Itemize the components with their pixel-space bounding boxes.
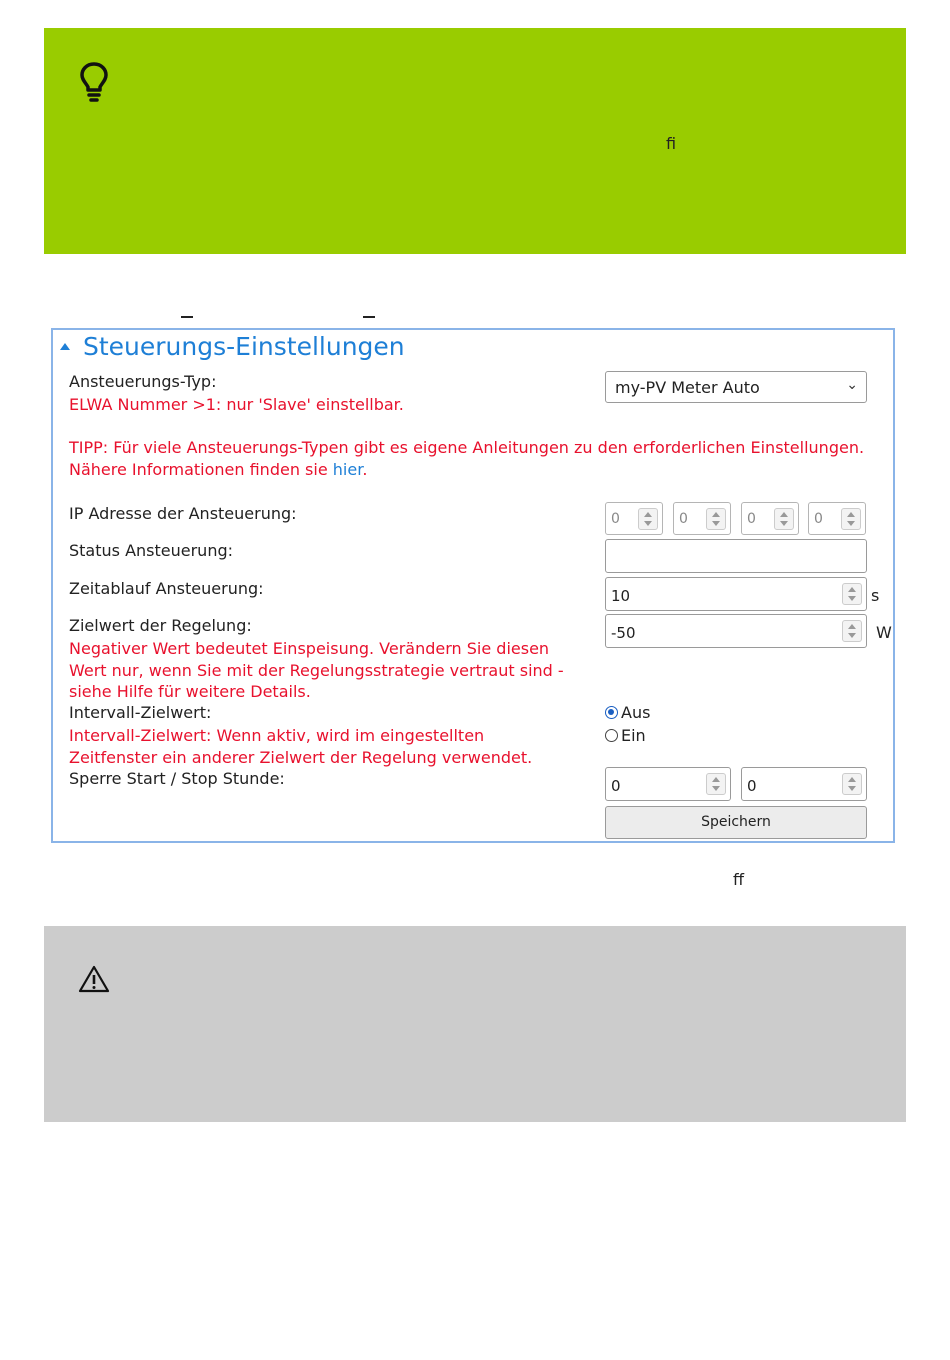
lightbulb-icon — [78, 60, 110, 102]
spinner-icon[interactable] — [774, 508, 794, 530]
underscore-mark — [363, 316, 375, 318]
ip-octet-value: 0 — [747, 511, 756, 527]
interval-option-aus[interactable] — [605, 703, 650, 722]
lock-stop-input[interactable] — [741, 767, 867, 801]
ip-octet-field[interactable] — [741, 502, 799, 535]
target-input[interactable] — [605, 614, 867, 648]
ip-octet-field[interactable] — [673, 502, 731, 535]
panel-title: Steuerungs-Einstellungen — [83, 332, 405, 361]
caption-fragment: ﬀ — [733, 870, 745, 889]
control-type-selected: my-PV Meter Auto — [615, 378, 760, 397]
collapse-triangle-icon[interactable] — [60, 343, 70, 350]
spinner-icon[interactable] — [842, 773, 862, 795]
chevron-down-icon: ⌄ — [846, 377, 858, 393]
underscore-mark — [181, 316, 193, 318]
interval-note-line: Zeitfenster ein anderer Zielwert der Regelung verwendet. — [69, 748, 533, 767]
control-type-select[interactable] — [605, 371, 867, 403]
tip-box — [44, 28, 906, 254]
lock-start-value: 0 — [611, 777, 621, 795]
tipp-line-1: TIPP: Für viele Ansteuerungs-Typen gibt es eigene Anleitungen zu den erforderlichen Einstellungen. — [69, 438, 865, 457]
tipp-suffix: . — [362, 460, 368, 479]
target-unit: W — [876, 623, 892, 642]
warning-box — [44, 926, 906, 1122]
spinner-icon[interactable] — [638, 508, 658, 530]
ip-octet-value: 0 — [814, 511, 823, 527]
timeout-label: Zeitablauf Ansteuerung: — [69, 579, 264, 598]
radio-unselected-icon[interactable] — [605, 729, 618, 742]
interval-note-line: Intervall-Zielwert: Wenn aktiv, wird im eingestellten — [69, 726, 485, 745]
text-fragment: ﬁ — [666, 134, 677, 153]
control-type-note: ELWA Nummer >1: nur 'Slave' einstellbar. — [69, 395, 404, 414]
spinner-icon[interactable] — [842, 620, 862, 642]
settings-panel — [51, 328, 895, 843]
timeout-value: 10 — [611, 587, 631, 605]
timeout-unit: s — [871, 586, 880, 605]
lock-start-input[interactable] — [605, 767, 731, 801]
warning-icon — [78, 964, 110, 994]
ip-octet-field[interactable] — [605, 502, 663, 535]
ip-octet-value: 0 — [679, 511, 688, 527]
ip-octet-value: 0 — [611, 511, 620, 527]
status-field — [605, 539, 867, 573]
target-note-line: Negativer Wert bedeutet Einspeisung. Verändern Sie diesen — [69, 639, 550, 658]
target-note-line: siehe Hilfe für weitere Details. — [69, 682, 311, 701]
spinner-icon[interactable] — [706, 773, 726, 795]
interval-label: Intervall-Zielwert: — [69, 703, 212, 722]
spinner-icon[interactable] — [841, 508, 861, 530]
lock-stop-value: 0 — [747, 777, 757, 795]
ip-octet-field[interactable] — [808, 502, 866, 535]
control-type-label: Ansteuerungs-Typ: — [69, 372, 217, 391]
lock-label: Sperre Start / Stop Stunde: — [69, 769, 285, 788]
spinner-icon[interactable] — [842, 583, 862, 605]
spinner-icon[interactable] — [706, 508, 726, 530]
radio-label: Ein — [621, 726, 646, 745]
interval-option-ein[interactable] — [605, 726, 646, 745]
target-value: -50 — [611, 624, 636, 642]
target-label: Zielwert der Regelung: — [69, 616, 252, 635]
save-button[interactable]: Speichern — [605, 806, 867, 839]
target-note-line: Wert nur, wenn Sie mit der Regelungsstrategie vertraut sind - — [69, 661, 564, 680]
help-link[interactable]: hier — [332, 460, 363, 479]
timeout-input[interactable] — [605, 577, 867, 611]
radio-selected-icon[interactable] — [605, 706, 618, 719]
tipp-line-2 — [69, 459, 367, 481]
radio-label: Aus — [621, 703, 651, 722]
tipp-text: Nähere Informationen finden sie — [69, 460, 333, 479]
ip-label: IP Adresse der Ansteuerung: — [69, 504, 297, 523]
status-label: Status Ansteuerung: — [69, 541, 233, 560]
